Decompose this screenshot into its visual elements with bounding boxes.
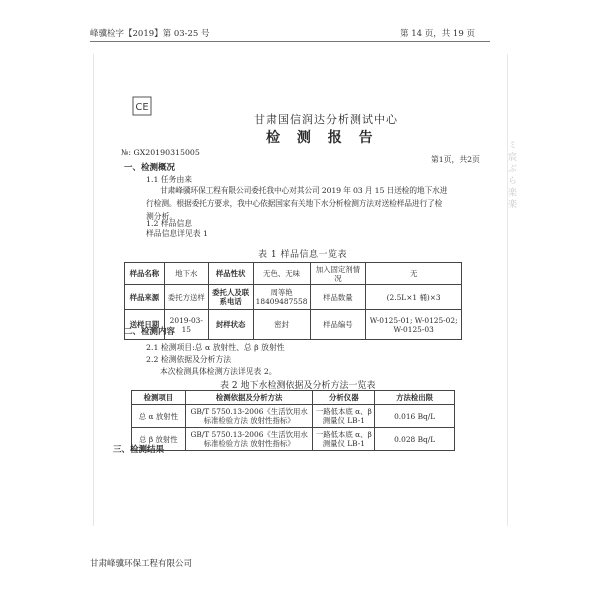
ce-mark-icon <box>132 96 152 116</box>
table2-cell: 0.028 Bq/L <box>375 428 455 451</box>
section1-para-line2: 行检测。根据委托方要求，我中心依据国家有关地下水分析检测方法对送检样品进行了检 <box>146 199 443 208</box>
table1-cell: 样品数量 <box>310 285 366 310</box>
table2-cell: 总 α 放射性 <box>132 405 186 428</box>
table1-cell: 送样日期 <box>125 310 165 340</box>
page-info: 第 14 页，共 19 页 <box>400 29 475 39</box>
table1-cell: 样品编号 <box>310 310 366 340</box>
table1-cell: (2.5L×1 桶)×3 <box>366 285 462 310</box>
section1-sub2: 1.2 样品信息 <box>146 219 193 228</box>
section1-heading: 一、检测概况 <box>124 163 176 173</box>
table1-cell: 加入固定剂情况 <box>310 263 366 285</box>
table2-cell: 一路低本底 α、β 测量仪 LB-1 <box>313 428 375 451</box>
section2-item1: 2.1 检测项目:总 α 放射性、总 β 放射性 <box>146 343 285 352</box>
table2-cell: GB/T 5750.13-2006《生活饮用水标准检验方法 放射性指标》 <box>185 405 313 428</box>
section1-sub2-note: 样品信息详见表 1 <box>146 229 209 238</box>
table2-header: 检测依据及分析方法 <box>185 391 313 405</box>
table2-row <box>132 428 455 451</box>
logo-label: CE <box>135 102 149 113</box>
section1-para-line1: 甘肃峰骥环保工程有限公司委托我中心对其公司 2019 年 03 月 15 日送检的地下水进 <box>160 186 448 195</box>
section1-para-line3: 测分析。 <box>146 212 178 221</box>
table1-row <box>125 310 462 340</box>
org-title: 甘肃国信润达分析测试中心 <box>254 113 398 126</box>
table2-header: 检测项目 <box>132 391 186 405</box>
table2-cell: 一路低本底 α、β 测量仪 LB-1 <box>313 405 375 428</box>
section2-item2-note: 本次检测具体检测方法详见表 2。 <box>160 367 277 376</box>
table2 <box>131 390 455 451</box>
report-number: №: GX20190315005 <box>121 148 200 157</box>
section1-sub1: 1.1 任务由来 <box>146 175 193 184</box>
table1-row <box>125 263 462 285</box>
table1-cell: W-0125-01; W-0125-02; W-0125-03 <box>366 310 462 340</box>
doc-code: 峰骥检字【2019】第 03-25 号 <box>90 29 210 39</box>
table1-cell: 周等艳 18409487558 <box>253 285 310 310</box>
table1-cell: 密封 <box>253 310 310 340</box>
table2-header: 方法检出限 <box>375 391 455 405</box>
table2-caption: 表 2 地下水检测依据及分析方法一览表 <box>220 381 376 391</box>
table2-header: 分析仪器 <box>313 391 375 405</box>
table1-cell: 样品名称 <box>125 263 165 285</box>
section2-item2: 2.2 检测依据及分析方法 <box>146 355 232 364</box>
header-divider <box>90 41 490 42</box>
table2-cell: 0.016 Bq/L <box>375 405 455 428</box>
table1-cell: 无色、无味 <box>253 263 310 285</box>
table2-header-row <box>132 391 455 405</box>
table1-row <box>125 285 462 310</box>
table1-cell: 样品性状 <box>208 263 253 285</box>
table1-cell: 样品来源 <box>125 285 165 310</box>
footer-company: 甘肃峰骥环保工程有限公司 <box>90 559 193 569</box>
table1-cell: 无 <box>366 263 462 285</box>
table1-cell: 2019-03-15 <box>164 310 208 340</box>
table2-cell: GB/T 5750.13-2006《生活饮用水标准检验方法 放射性指标》 <box>185 428 313 451</box>
table2-row <box>132 405 455 428</box>
section3-heading: 三、检测结果 <box>113 445 165 455</box>
table2-cell: 总 β 放射性 <box>132 428 186 451</box>
table1-cell: 委托方送样 <box>164 285 208 310</box>
table1-cell: 地下水 <box>164 263 208 285</box>
report-title: 检 测 报 告 <box>266 130 379 146</box>
table1-cell: 封样状态 <box>208 310 253 340</box>
table1-caption: 表 1 样品信息一览表 <box>258 250 347 260</box>
section2-heading: 二、检测内容 <box>124 327 176 337</box>
report-page: 第1页，共2页 <box>431 155 480 164</box>
edge-scan-text: ミ 宸 ぶ ら 楽 楽 <box>506 140 516 209</box>
table1-cell: 委托人及联系电话 <box>208 285 253 310</box>
